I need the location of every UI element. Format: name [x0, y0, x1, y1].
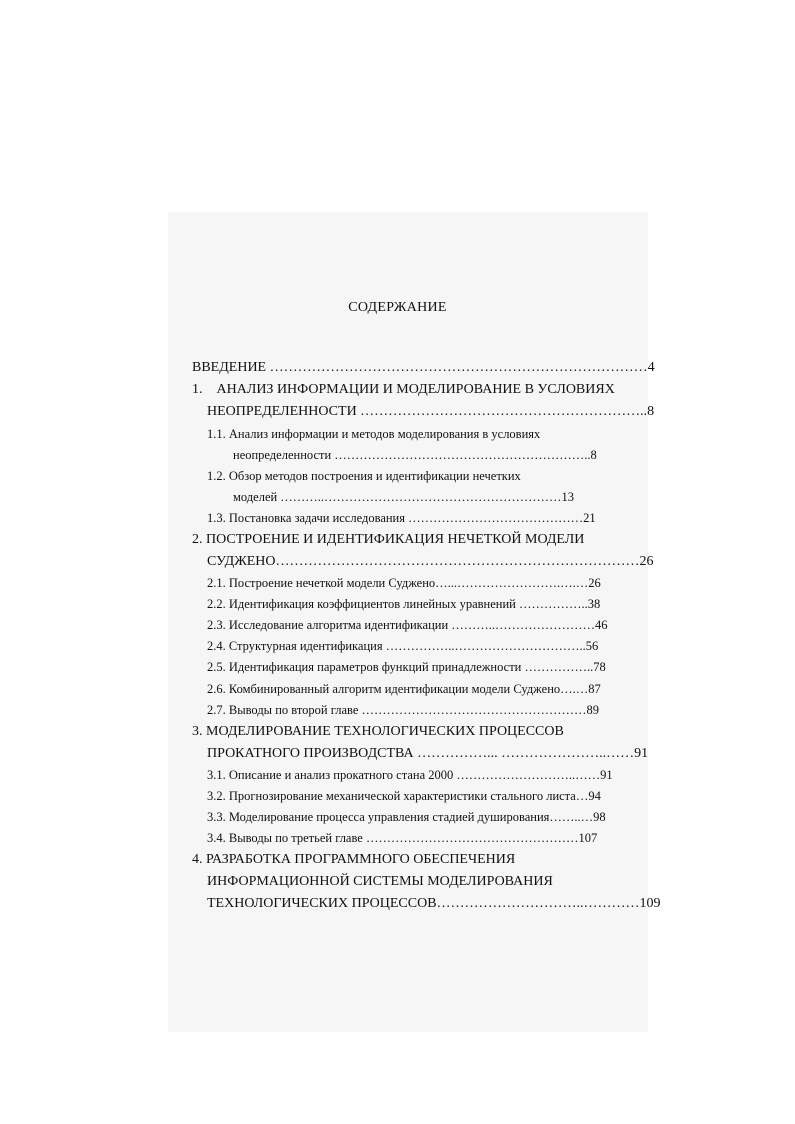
toc-section-1-1-line-1: 1.1. Анализ информации и методов моделирования в условиях: [207, 427, 541, 441]
toc-chapter-2-line-2: СУДЖЕНО……………………………………………………………………26: [207, 554, 654, 569]
toc-section-3-1: 3.1. Описание и анализ прокатного стана 2000 ………………………..……91: [207, 768, 613, 782]
toc-title: СОДЕРЖАНИЕ: [348, 300, 447, 315]
toc-section-1-1-line-2: неопределенности ……………………………………………………..8: [233, 448, 597, 462]
toc-section-2-4: 2.4. Структурная идентификация ……………..…………………………..56: [207, 639, 599, 653]
toc-chapter-2-line-1: 2. ПОСТРОЕНИЕ И ИДЕНТИФИКАЦИЯ НЕЧЕТКОЙ МОДЕЛИ: [192, 532, 585, 547]
toc-section-1-2-line-2: моделей ………..…………………………………………………13: [233, 490, 575, 504]
toc-entry-introduction: ВВЕДЕНИЕ ………………………………………………………………………4: [192, 360, 655, 375]
toc-section-2-1: 2.1. Построение нечеткой модели Суджено…...…………………….….…26: [207, 576, 601, 590]
toc-chapter-1-line-2: НЕОПРЕДЕЛЕННОСТИ ……………………………………………………..8: [207, 404, 655, 419]
toc-chapter-1-line-1: 1. АНАЛИЗ ИНФОРМАЦИИ И МОДЕЛИРОВАНИЕ В УСЛОВИЯХ: [192, 382, 615, 397]
toc-section-2-6: 2.6. Комбинированный алгоритм идентификации модели Суджено….…87: [207, 682, 601, 696]
toc-chapter-4-line-1: 4. РАЗРАБОТКА ПРОГРАММНОГО ОБЕСПЕЧЕНИЯ: [192, 852, 516, 867]
toc-section-2-5: 2.5. Идентификация параметров функций принадлежности ……………..78: [207, 660, 606, 674]
toc-chapter-3-line-1: 3. МОДЕЛИРОВАНИЕ ТЕХНОЛОГИЧЕСКИХ ПРОЦЕССОВ: [192, 724, 564, 739]
toc-section-2-3: 2.3. Исследование алгоритма идентификации ………..……………………46: [207, 618, 608, 632]
toc-section-2-7: 2.7. Выводы по второй главе ………………………………………………89: [207, 703, 599, 717]
toc-chapter-4-line-2: ИНФОРМАЦИОННОЙ СИСТЕМЫ МОДЕЛИРОВАНИЯ: [207, 874, 553, 889]
toc-section-3-4: 3.4. Выводы по третьей главе ……………………………………………107: [207, 831, 598, 845]
toc-section-2-2: 2.2. Идентификация коэффициентов линейных уравнений ……………..38: [207, 597, 601, 611]
toc-chapter-4-line-3: ТЕХНОЛОГИЧЕСКИХ ПРОЦЕССОВ…………………………..…………109: [207, 896, 661, 911]
toc-section-1-2-line-1: 1.2. Обзор методов построения и идентификации нечетких: [207, 469, 521, 483]
toc-section-3-3: 3.3. Моделирование процесса управления стадией душирования……..…98: [207, 810, 606, 824]
toc-section-1-3: 1.3. Постановка задачи исследования ……………………………………21: [207, 511, 596, 525]
toc-section-3-2: 3.2. Прогнозирование механической характеристики стального листа…94: [207, 789, 601, 803]
toc-chapter-3-line-2: ПРОКАТНОГО ПРОИЗВОДСТВА ……………... …………………..……91: [207, 746, 649, 761]
